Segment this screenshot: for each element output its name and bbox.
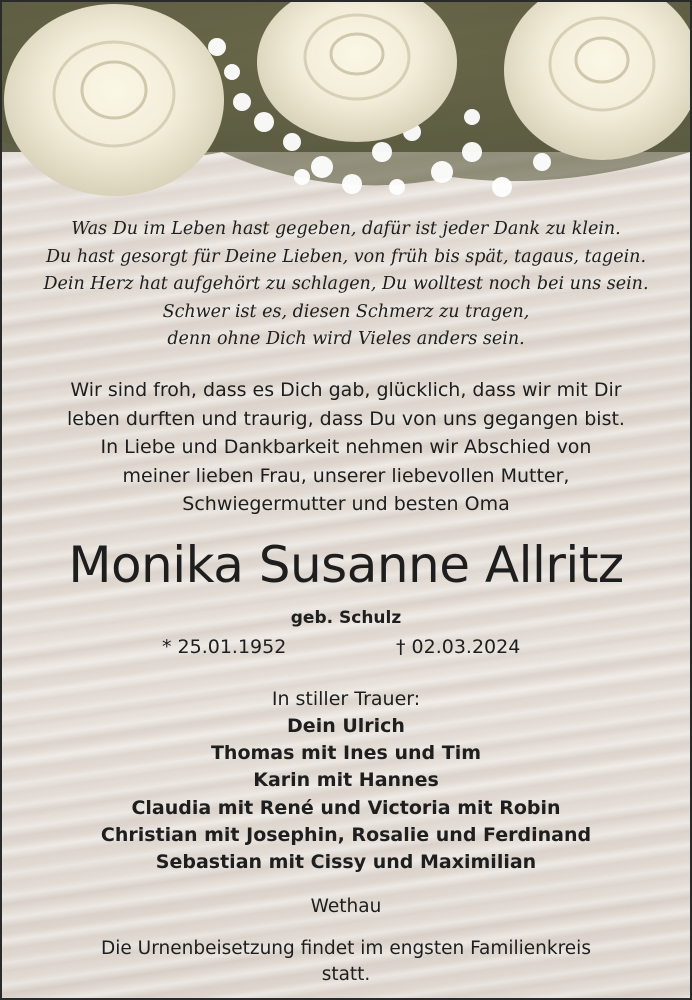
- life-dates: [2, 636, 690, 666]
- intro-line: meiner lieben Frau, unserer liebevollen Mutter,: [122, 464, 570, 487]
- mourning-label: In stiller Trauer:: [271, 688, 421, 710]
- birth-date: * 25.01.1952: [162, 636, 287, 658]
- burial-line: statt.: [321, 964, 371, 985]
- intro-line: Wir sind froh, dass es Dich gab, glücklich, dass wir mit Dir: [70, 379, 622, 401]
- poem-line: Du hast gesorgt für Deine Lieben, von früh bis spät, tagaus, tagein.: [45, 246, 647, 267]
- farewell-text: [2, 376, 690, 519]
- place-name: Wethau: [310, 896, 382, 917]
- mourners-list: [2, 713, 690, 876]
- poem-line: denn ohne Dich wird Vieles anders sein.: [167, 329, 525, 349]
- intro-line: Schwiegermutter und besten Oma: [182, 493, 510, 515]
- burial-line: Die Urnenbeisetzung findet im engsten Familienkreis: [101, 938, 591, 959]
- mourner: Dein Ulrich: [287, 715, 405, 737]
- mourner: Thomas mit Ines und Tim: [210, 742, 482, 765]
- poem-line: Schwer ist es, diesen Schmerz zu tragen,: [162, 301, 530, 322]
- burial-note: [2, 936, 690, 988]
- white-roses-image: [2, 2, 690, 202]
- birth-name: geb. Schulz: [290, 608, 402, 628]
- poem-line: Was Du im Leben hast gegeben, dafür ist jeder Dank zu klein.: [71, 219, 621, 239]
- memorial-poem: [2, 216, 690, 354]
- mourner: Karin mit Hannes: [253, 769, 439, 792]
- mourner: Claudia mit René und Victoria mit Robin: [131, 796, 561, 819]
- poem-line: Dein Herz hat aufgehört zu schlagen, Du wolltest noch bei uns sein.: [43, 274, 649, 294]
- intro-line: In Liebe und Dankbarkeit nehmen wir Abschied von: [100, 436, 592, 458]
- intro-line: leben durften und traurig, dass Du von uns gegangen bist.: [67, 407, 625, 430]
- death-date: † 02.03.2024: [396, 636, 521, 658]
- deceased-name: Monika Susanne Allritz: [68, 536, 624, 594]
- mourner: Christian mit Josephin, Rosalie und Ferdinand: [100, 823, 592, 846]
- mourner: Sebastian mit Cissy und Maximilian: [155, 851, 537, 874]
